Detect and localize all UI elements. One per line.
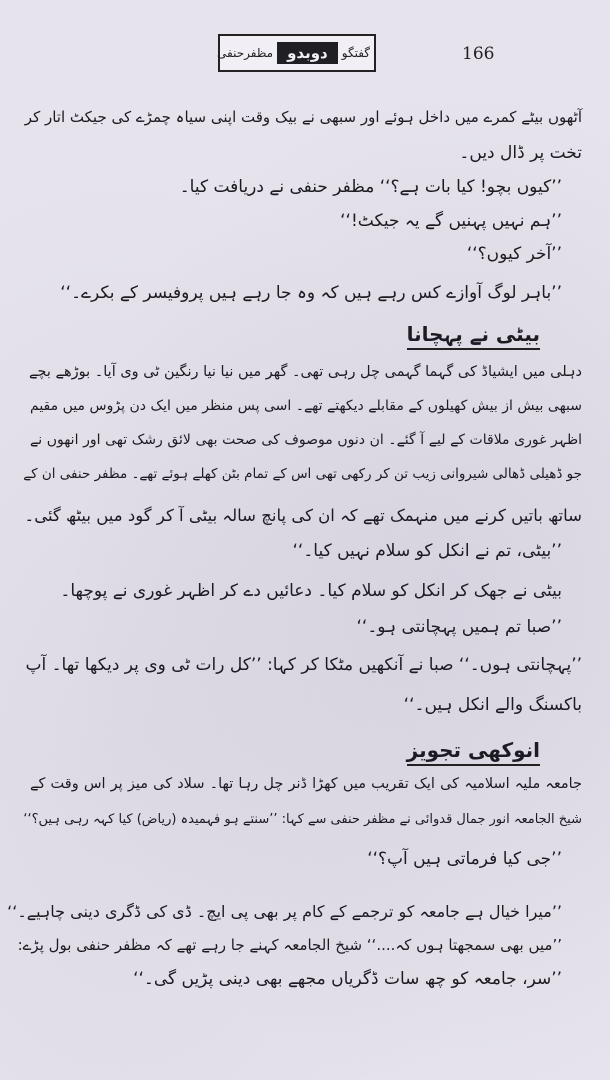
text-line: ’’صبا تم ہمیں پہچانتی ہو۔‘‘ [356, 617, 562, 637]
badge-left-label: مظفرحنفی [217, 46, 274, 60]
text-line: ’’باہر لوگ آوازے کس رہے ہیں کہ وہ جا رہے ہیں پروفیسر کے بکرے۔‘‘ [60, 283, 562, 303]
text-line: بیٹی نے جھک کر انکل کو سلام کیا۔ دعائیں دے کر اظہر غوری نے پوچھا۔ [60, 581, 562, 601]
text-line: جو ڈھیلی ڈھالی شیروانی زیب تن کر رکھی تھی اس کے تمام بٹن کھلے ہوئے تھے۔ مظفر حنفی ان کے [23, 466, 582, 482]
section-heading: انوکھی تجویز [407, 738, 540, 766]
text-line: ’’سر، جامعہ کو چھ سات ڈگریاں مجھے بھی دینی پڑیں گی۔‘‘ [133, 969, 562, 989]
text-line: ’’میں بھی سمجھتا ہوں کہ....‘‘ شیخ الجامعہ کہنے جا رہے تھے کہ مظفر حنفی بول پڑے: [17, 936, 562, 954]
badge-right-label: گفتگو [341, 46, 370, 60]
badge-center-label: دوبدو [277, 42, 338, 64]
text-line: ’’کیوں بچو! کیا بات ہے؟‘‘ مظفر حنفی نے دریافت کیا۔ [179, 177, 562, 197]
text-line: دہلی میں ایشیاڈ کی گہما گہمی چل رہی تھی۔ گھر میں نیا نیا رنگین ٹی وی آیا۔ بوڑھے بچے [28, 364, 582, 380]
text-line: شیخ الجامعہ انور جمال قدوائی نے مظفر حنفی سے کہا: ’’سنتے ہو فہمیدہ (ریاض) کیا کہہ رہی ہیں؟‘‘ [23, 812, 582, 827]
text-line: ’’ہم نہیں پہنیں گے یہ جیکٹ!‘‘ [340, 211, 562, 231]
text-line: ’’بیٹی، تم نے انکل کو سلام نہیں کیا۔‘‘ [292, 541, 562, 561]
text-line: تخت پر ڈال دیں۔ [459, 143, 582, 163]
text-line: سبھی بیش از بیش کھیلوں کے مقابلے دیکھتے تھے۔ اسی پس منظر میں ایک دن پڑوس میں مقیم [30, 398, 582, 414]
text-line: ’’جی کیا فرماتی ہیں آپ؟‘‘ [367, 849, 562, 869]
text-line: باکسنگ والے انکل ہیں۔‘‘ [403, 695, 582, 715]
text-line: ساتھ باتیں کرنے میں منہمک تھے کہ ان کی پانچ سالہ بیٹی آ کر گود میں بیٹھ گئی۔ [24, 506, 582, 525]
text-line: ’’میرا خیال ہے جامعہ کو ترجمے کے کام پر بھی پی ایچ۔ ڈی کی ڈگری دینی چاہیے۔‘‘ [7, 902, 562, 921]
text-line: جامعہ ملیہ اسلامیہ کی ایک تقریب میں کھڑا ڈنر چل رہا تھا۔ سلاد کی میز پر اس وقت کے [30, 776, 582, 792]
text-line: ’’پہچانتی ہوں۔‘‘ صبا نے آنکھیں مٹکا کر کہا: ’’کل رات ٹی وی پر دیکھا تھا۔ آپ [25, 655, 582, 675]
page-number: 166 [462, 44, 495, 64]
text-line: اظہر غوری ملاقات کے لیے آ گئے۔ ان دنوں موصوف کی صحت بھی لائق رشک تھی اور انھوں نے [30, 432, 582, 448]
header-badge [218, 34, 376, 72]
text-line: آٹھوں بیٹے کمرے میں داخل ہوئے اور سبھی نے بیک وقت اپنی سیاہ چمڑے کی جیکٹ اتار کر [24, 108, 582, 126]
section-heading: بیٹی نے پہچانا [407, 322, 540, 350]
text-line: ’’آخر کیوں؟‘‘ [466, 244, 562, 264]
